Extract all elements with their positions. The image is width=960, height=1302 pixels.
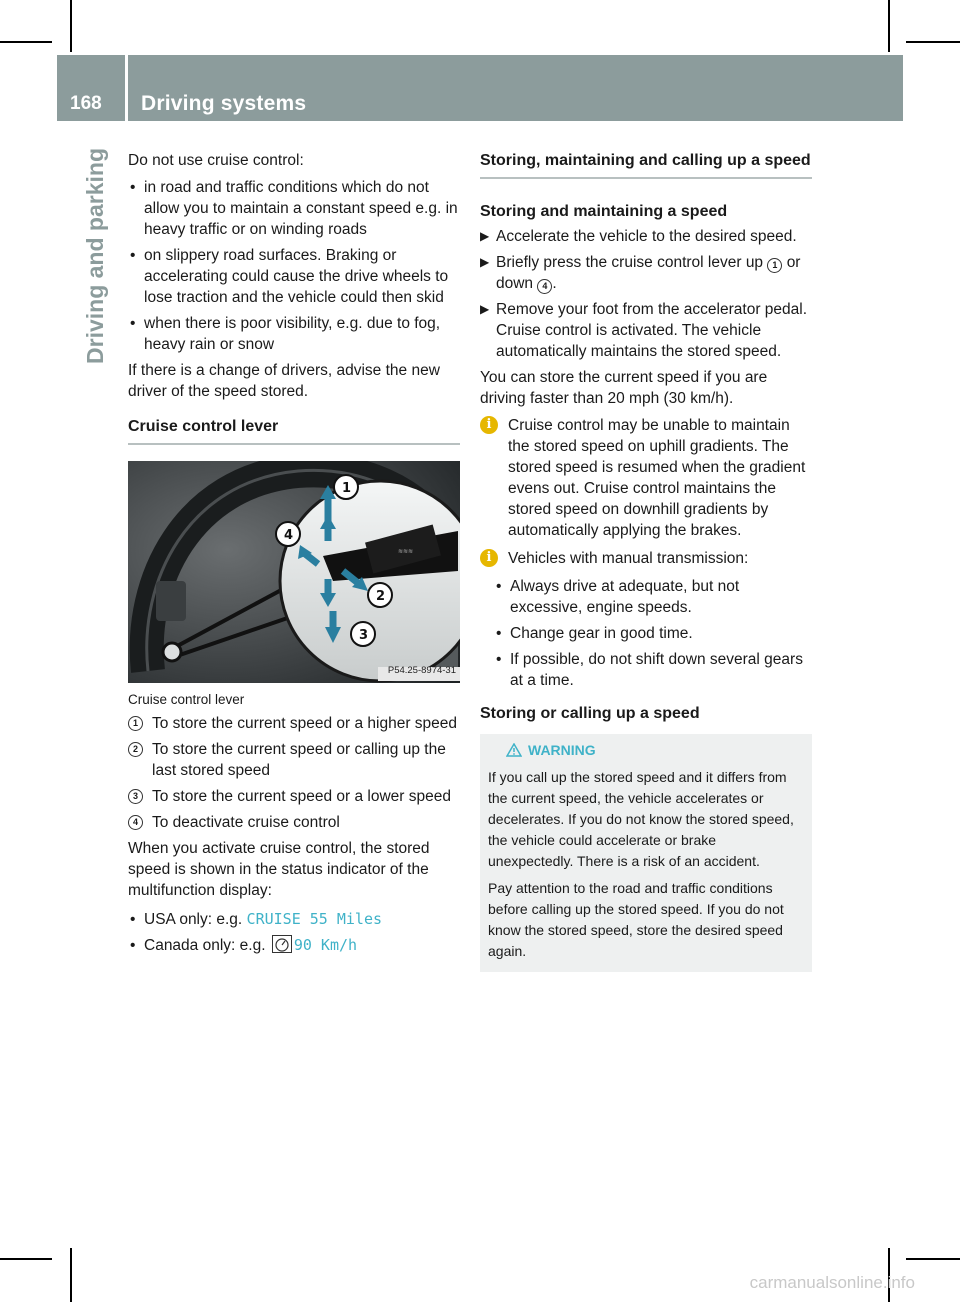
warning-title: WARNING xyxy=(528,740,804,761)
list-item: • Always drive at adequate, but not excessive, engine speeds. xyxy=(496,578,740,616)
sub-heading: Storing and maintaining a speed xyxy=(480,203,728,220)
canada-display-text: 90 Km/h xyxy=(293,936,358,954)
list-item: 4 To deactivate cruise control xyxy=(128,812,460,833)
speedometer-icon xyxy=(272,935,292,953)
list-item: • on slippery road surfaces. Braking or accelerating could cause the drive wheels to lose traction and the vehicle could then skid xyxy=(130,247,449,306)
number-badge: 4 xyxy=(128,815,143,830)
step-item: ▶ Accelerate the vehicle to the desired speed. xyxy=(480,228,797,245)
list-item: • If possible, do not shift down several gears at a time. xyxy=(496,651,803,689)
number-badge: 3 xyxy=(128,789,143,804)
number-badge: 1 xyxy=(128,716,143,731)
watermark: carmanualsonline.info xyxy=(749,1273,915,1292)
usa-display-text: CRUISE 55 Miles xyxy=(246,910,383,928)
warning-box xyxy=(480,734,812,972)
cruise-lever-illustration xyxy=(128,461,460,683)
svg-text:2: 2 xyxy=(376,589,386,604)
left-column xyxy=(128,150,460,961)
page-number: 168 xyxy=(70,93,102,114)
main-heading: Storing, maintaining and calling up a speed xyxy=(480,150,812,179)
number-badge: 4 xyxy=(537,279,552,294)
step-item: ▶ Remove your foot from the accelerator pedal. Cruise control is activated. The vehicle automatically maintains the stored speed. xyxy=(480,301,808,360)
store-faster-text: You can store the current speed if you are driving faster than 20 mph (30 km/h). xyxy=(480,369,768,407)
crop-mark xyxy=(906,1258,960,1260)
warning-triangle-icon xyxy=(506,742,522,763)
warning-text: If you call up the stored speed and it differs from the current speed, the vehicle accelerates or decelerates. If you do not know the stored speed, the vehicle could accelerate or brake unexpectedly. There is a risk of an accident. xyxy=(488,769,794,869)
list-item: 3 To store the current speed or a lower speed xyxy=(128,786,460,807)
svg-text:1: 1 xyxy=(342,481,352,496)
arrow-icon: ▶ xyxy=(480,255,490,269)
info-note: i Vehicles with manual transmission: xyxy=(480,548,812,569)
crop-mark xyxy=(0,41,52,43)
info-icon: i xyxy=(480,416,498,434)
side-tab-label: Driving and parking xyxy=(82,148,108,364)
svg-text:≋≋≋: ≋≋≋ xyxy=(398,548,414,555)
figure-caption: Cruise control lever xyxy=(128,692,245,707)
header-separator xyxy=(125,55,128,121)
list-item: 1 To store the current speed or a higher speed xyxy=(128,713,460,734)
crop-mark xyxy=(70,1248,72,1302)
list-item: • USA only: e.g. CRUISE 55 Miles xyxy=(130,910,383,928)
cruise-lever-figure xyxy=(128,461,460,683)
svg-text:3: 3 xyxy=(359,628,369,643)
number-badge: 2 xyxy=(128,742,143,757)
list-item: • when there is poor visibility, e.g. due to fog, heavy rain or snow xyxy=(130,315,441,353)
crop-mark xyxy=(888,0,890,52)
lever-heading: Cruise control lever xyxy=(128,416,460,445)
arrow-icon: ▶ xyxy=(480,302,490,316)
info-note: i Cruise control may be unable to maintain the stored speed on uphill gradients. The stored speed is resumed when the gradient evens out. Cruise control maintains the stored speed on downhill gradients by automatically applying the brakes. xyxy=(480,415,812,541)
list-item: • Canada only: e.g. 90 Km/h xyxy=(130,936,358,954)
list-item: 2 To store the current speed or calling up the last stored speed xyxy=(128,739,460,781)
calling-heading: Storing or calling up a speed xyxy=(480,705,700,722)
step-item: ▶ Briefly press the cruise control lever up 1 or down 4 . xyxy=(480,254,801,292)
list-item: • in road and traffic conditions which do not allow you to maintain a constant speed e.g. in heavy traffic or on winding roads xyxy=(130,179,458,238)
svg-text:4: 4 xyxy=(284,528,294,543)
info-icon: i xyxy=(480,549,498,567)
warning-text: Pay attention to the road and traffic conditions before calling up the stored speed. If you do not know the stored speed, store the desired speed again. xyxy=(488,880,784,959)
side-tab xyxy=(57,148,125,422)
driver-change-text: If there is a change of drivers, advise the new driver of the speed stored. xyxy=(128,362,440,400)
arrow-icon: ▶ xyxy=(480,229,490,243)
list-item: • Change gear in good time. xyxy=(496,625,693,642)
crop-mark xyxy=(906,41,960,43)
section-title: Driving systems xyxy=(141,92,307,115)
number-badge: 1 xyxy=(767,258,782,273)
activate-text: When you activate cruise control, the stored speed is shown in the status indicator of the multifunction display: xyxy=(128,840,430,899)
crop-mark xyxy=(70,0,72,52)
intro-text: Do not use cruise control: xyxy=(128,152,304,169)
figure-code: P54.25-8974-31 xyxy=(387,665,456,676)
right-column xyxy=(480,150,812,972)
crop-mark xyxy=(0,1258,52,1260)
